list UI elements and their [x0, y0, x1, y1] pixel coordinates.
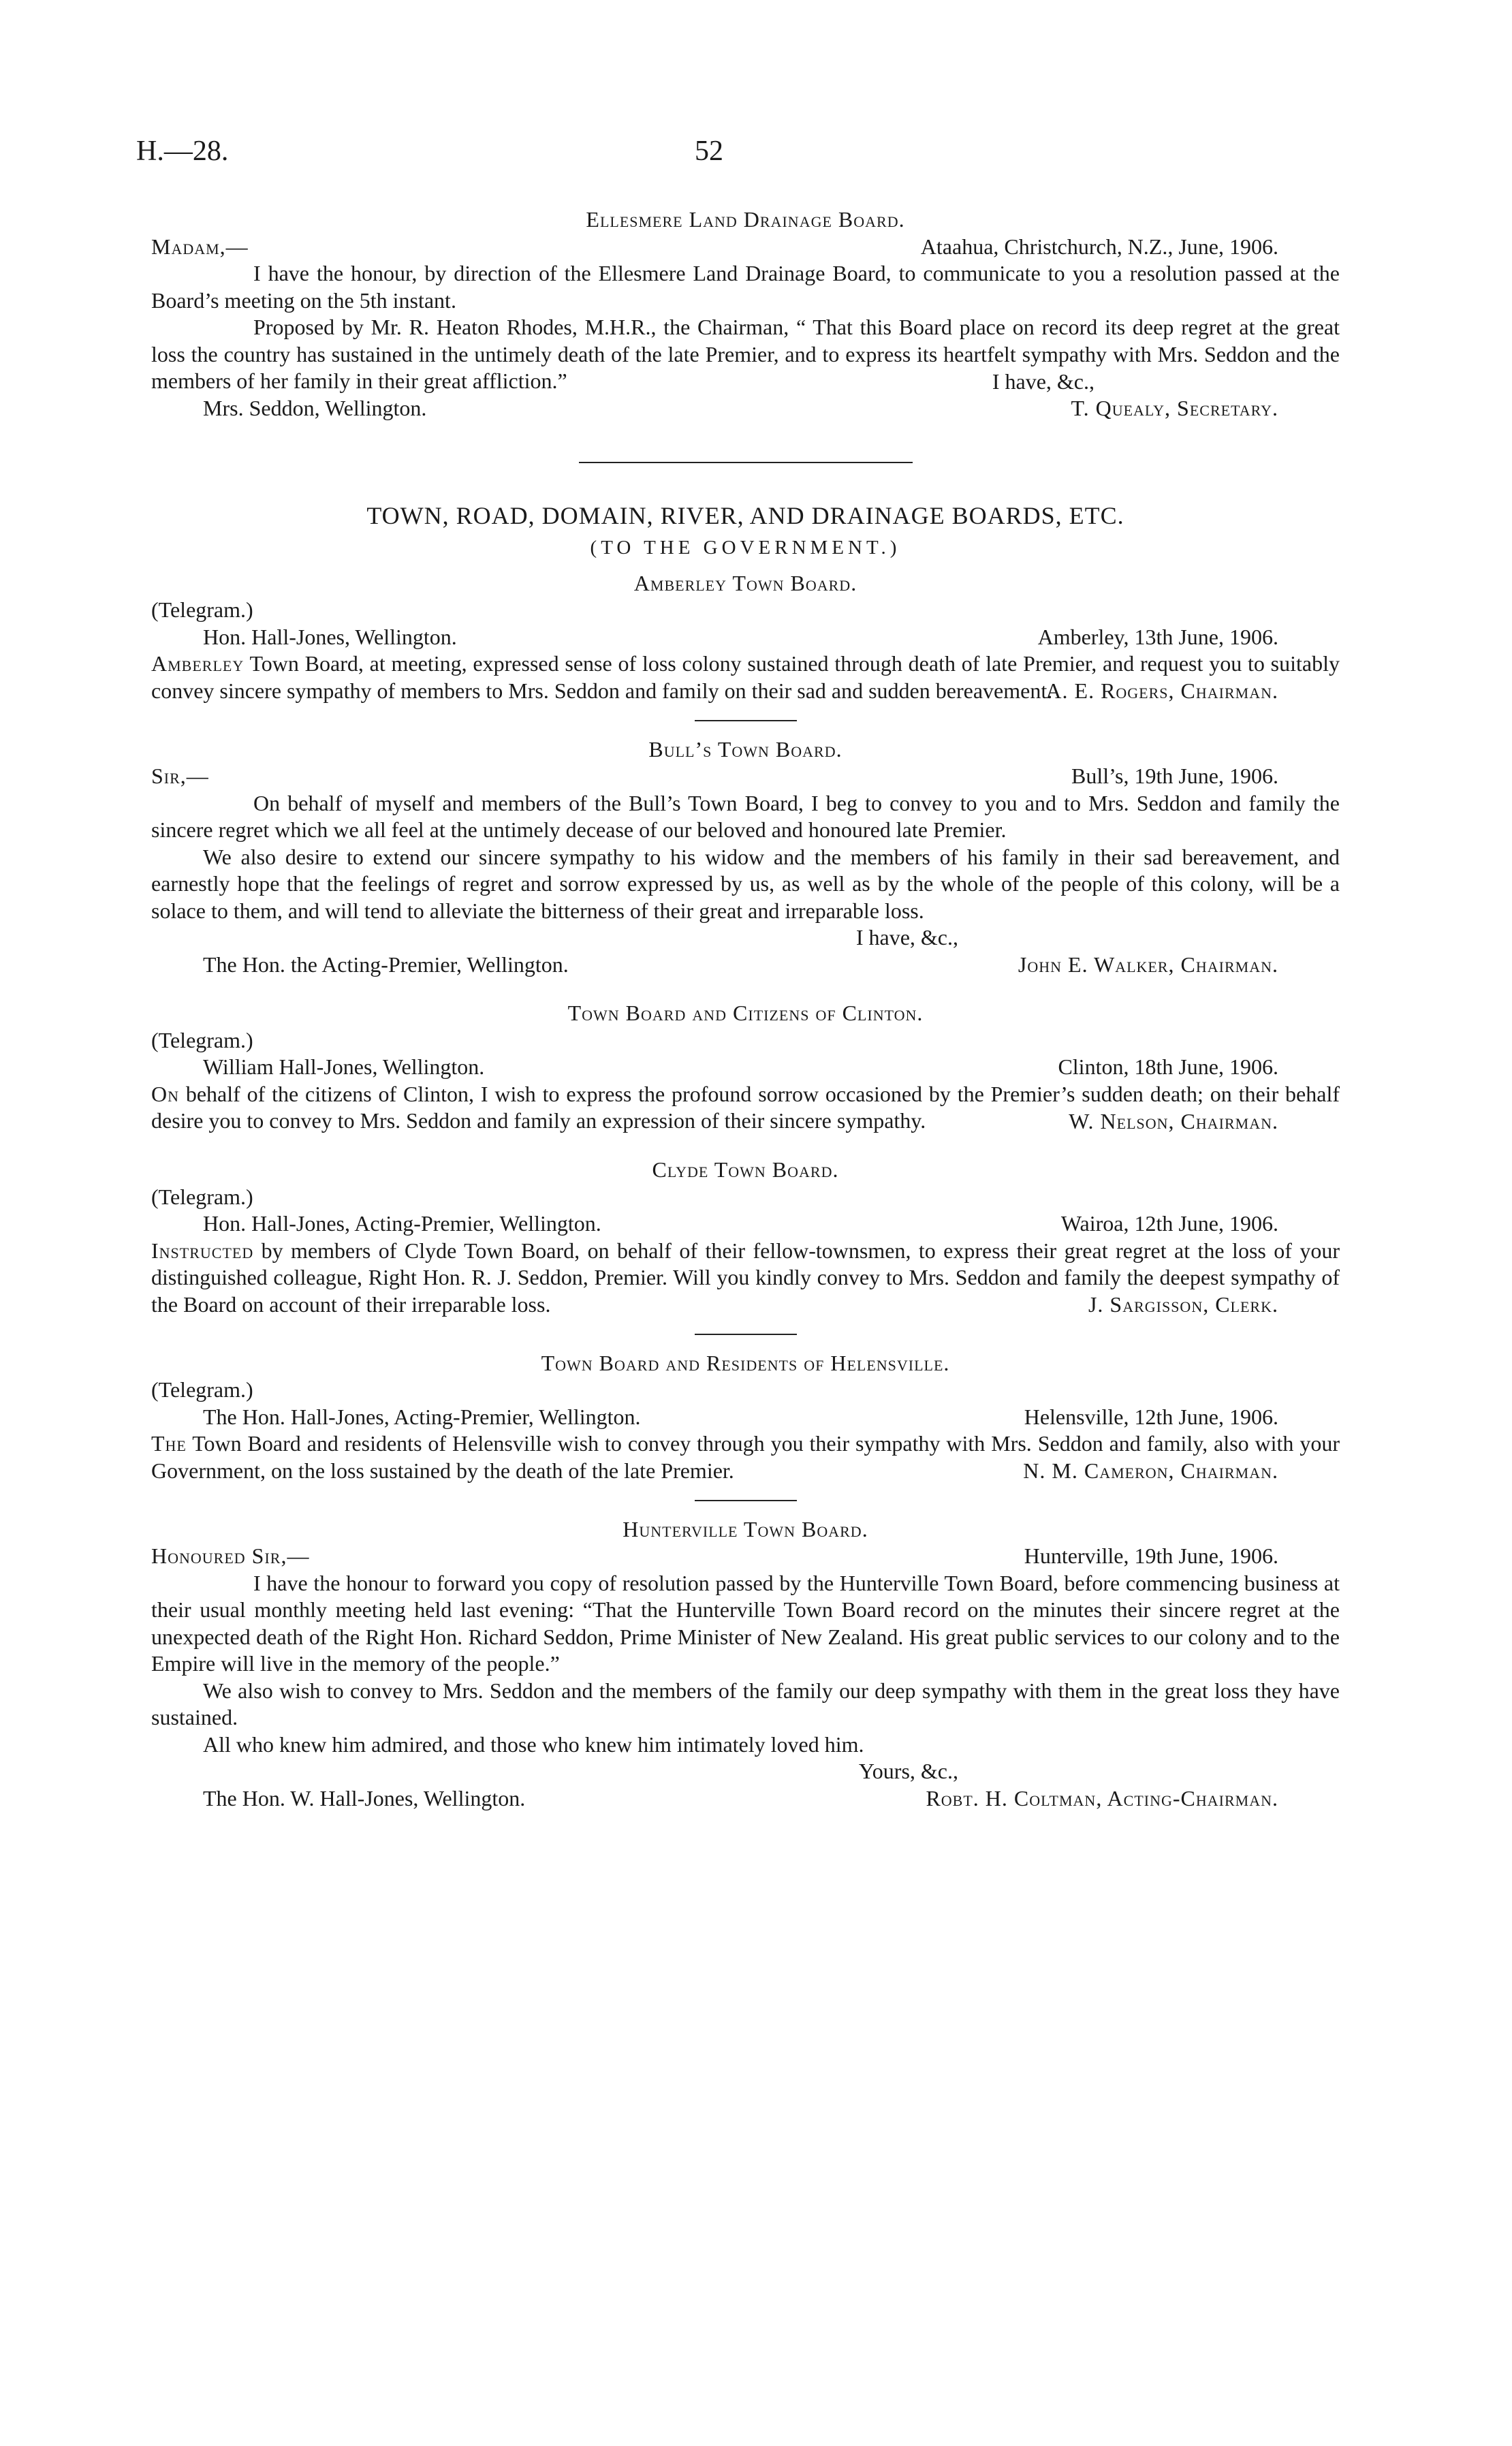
- section-heading: Town Board and Citizens of Clinton.: [567, 1001, 924, 1025]
- spacer: [151, 1135, 1340, 1157]
- page-number: 52: [695, 136, 723, 167]
- divider: [695, 720, 797, 721]
- signature-line: [151, 395, 1340, 422]
- paragraph: On behalf of myself and members of the Bull’s Town Board, I beg to convey to you and to Mrs. Seddon and family the sincere regret which we all feel at the untimely decease of our beloved and honoured late Premier.: [151, 790, 1340, 842]
- addressee: Hon. Hall-Jones, Acting-Premier, Wellington.: [203, 1211, 601, 1236]
- closing: Yours, &c.,: [858, 1759, 958, 1783]
- divider: [695, 1500, 797, 1501]
- addressee: William Hall-Jones, Wellington.: [203, 1054, 485, 1079]
- address-line: [151, 1210, 1340, 1238]
- addressee: The Hon. the Acting-Premier, Wellington.: [203, 952, 569, 977]
- section-heading: Hunterville Town Board.: [623, 1516, 868, 1541]
- place-date: Wairoa, 12th June, 1906.: [1060, 1211, 1278, 1236]
- addressee: Mrs. Seddon, Wellington.: [203, 396, 427, 420]
- section-heading: Amberley Town Board.: [633, 570, 857, 595]
- paragraph: Proposed by Mr. R. Heaton Rhodes, M.H.R., the Chairman, “ That this Board place on record its deep regret at the great loss the country has sustained in the untimely death of the late Premier, and to express its heartfelt sympathy with Mrs. Seddon and the members of her family in their great affliction.”: [151, 315, 1340, 393]
- ellesmere-letter: [151, 206, 1340, 422]
- address-line: [151, 624, 1340, 651]
- place-date: Clinton, 18th June, 1906.: [1058, 1054, 1278, 1079]
- spacer: [151, 978, 1340, 1000]
- clyde-telegram: [151, 1157, 1340, 1319]
- signature: Robt. H. Coltman, Acting-Chairman.: [926, 1785, 1278, 1810]
- lead-word: The: [151, 1431, 187, 1456]
- signature: A. E. Rogers, Chairman.: [1045, 678, 1278, 703]
- page-header: [136, 135, 1349, 183]
- paragraph-text: Town Board and residents of Helensville wish to convey through you their sympathy with Mrs. Seddon and family, also with your Government, on the loss sustained by the death of the late Premier.: [151, 1431, 1340, 1483]
- telegram-label: (Telegram.): [151, 1377, 253, 1402]
- addressee: The Hon. W. Hall-Jones, Wellington.: [203, 1785, 526, 1810]
- section-heading: Town Board and Residents of Helensville.: [541, 1350, 950, 1375]
- document-reference: H.—28.: [136, 136, 229, 167]
- place-date: Hunterville, 19th June, 1906.: [1024, 1543, 1278, 1568]
- paragraph-text: behalf of the citizens of Clinton, I wish to express the profound sorrow occasioned by the Premier’s sudden death; on their behalf desire you to convey to Mrs. Seddon and family an expression of their sincere sympathy.: [151, 1081, 1340, 1133]
- signature: J. Sargisson, Clerk.: [1088, 1292, 1278, 1317]
- signature-line: [151, 952, 1340, 979]
- place-date: Amberley, 13th June, 1906.: [1037, 624, 1278, 649]
- paragraph: We also wish to convey to Mrs. Seddon and the members of the family our deep sympathy with them in the great loss they have sustained.: [151, 1678, 1340, 1729]
- paragraph: I have the honour to forward you copy of resolution passed by the Hunterville Town Board, before commencing business at their usual monthly meeting held last evening: “That the Hunterville Town Board record on the minutes their sincere regret at the unexpected death of the Right Hon. Richard Seddon, Prime Minister of New Zealand. His great public services to our colony and to the Empire will live in the memory of the people.”: [151, 1570, 1340, 1676]
- telegram-label: (Telegram.): [151, 1184, 253, 1209]
- closing: I have, &c.,: [855, 925, 958, 950]
- salutation-line: [151, 1543, 1340, 1570]
- section-heading: Bull’s Town Board.: [648, 736, 842, 762]
- hunterville-letter: [151, 1516, 1340, 1813]
- divider: [695, 1334, 797, 1335]
- address-line: [151, 1054, 1340, 1081]
- signature: W. Nelson, Chairman.: [1069, 1108, 1278, 1133]
- section-heading: Clyde Town Board.: [652, 1157, 839, 1182]
- signature: John E. Walker, Chairman.: [1018, 952, 1278, 977]
- paragraph: All who knew him admired, and those who knew him intimately loved him.: [203, 1731, 864, 1757]
- addressee: The Hon. Hall-Jones, Acting-Premier, Wellington.: [203, 1404, 641, 1429]
- salutation: Honoured Sir,—: [151, 1543, 310, 1568]
- salutation: Sir,—: [151, 764, 209, 788]
- signature: N. M. Cameron, Chairman.: [1023, 1458, 1278, 1483]
- helensville-telegram: [151, 1350, 1340, 1485]
- paragraph: We also desire to extend our sincere sympathy to his widow and the members of his family in their sad bereavement, and earnestly hope that the feelings of regret and sorrow expressed by us, as well as by the whole of the people of this colony, will be a solace to them, and will tend to alleviate the bitterness of their great and irreparable loss.: [151, 844, 1340, 923]
- lead-word: Amberley: [151, 651, 245, 676]
- telegram-label: (Telegram.): [151, 597, 253, 622]
- salutation-line: [151, 763, 1340, 790]
- address-line: [151, 1404, 1340, 1431]
- telegram-label: (Telegram.): [151, 1027, 253, 1052]
- salutation-line: [151, 234, 1340, 261]
- lead-word: Instructed: [151, 1238, 254, 1263]
- section-heading: Ellesmere Land Drainage Board.: [586, 207, 905, 232]
- amberley-telegram: [151, 570, 1340, 705]
- place-date: Bull’s, 19th June, 1906.: [1071, 764, 1278, 788]
- place-date: Ataahua, Christchurch, N.Z., June, 1906.: [920, 234, 1278, 259]
- bulls-letter: [151, 736, 1340, 979]
- divider: [579, 462, 913, 463]
- clinton-telegram: [151, 1000, 1340, 1135]
- paragraph-text: Town Board, at meeting, expressed sense of loss colony sustained through death of late Premier, and request you to suitably convey sincere sympathy of members to Mrs. Seddon and family on their sad and sudden bereavement.: [151, 651, 1340, 703]
- salutation: Madam,—: [151, 234, 249, 259]
- page-body: [151, 206, 1340, 1812]
- addressee: Hon. Hall-Jones, Wellington.: [203, 624, 457, 649]
- lead-word: On: [151, 1081, 179, 1106]
- paragraph: I have the honour, by direction of the Ellesmere Land Drainage Board, to communicate to you a resolution passed at the Board’s meeting on the 5th instant.: [151, 261, 1340, 313]
- signature-line: [151, 1785, 1340, 1813]
- page-subtitle: (TO THE GOVERNMENT.): [590, 537, 901, 559]
- closing: I have, &c.,: [992, 369, 1094, 394]
- paragraph-text: by members of Clyde Town Board, on behalf of their fellow-townsmen, to express their great regret at the loss of your distinguished colleague, Right Hon. R. J. Seddon, Premier. Will you kindly convey to Mrs. Seddon and family the deepest sympathy of the Board on account of their irreparable loss.: [151, 1238, 1340, 1317]
- signature: T. Quealy, Secretary.: [1071, 396, 1278, 420]
- page-title: TOWN, ROAD, DOMAIN, RIVER, AND DRAINAGE BOARDS, ETC.: [366, 501, 1124, 529]
- place-date: Helensville, 12th June, 1906.: [1024, 1404, 1278, 1429]
